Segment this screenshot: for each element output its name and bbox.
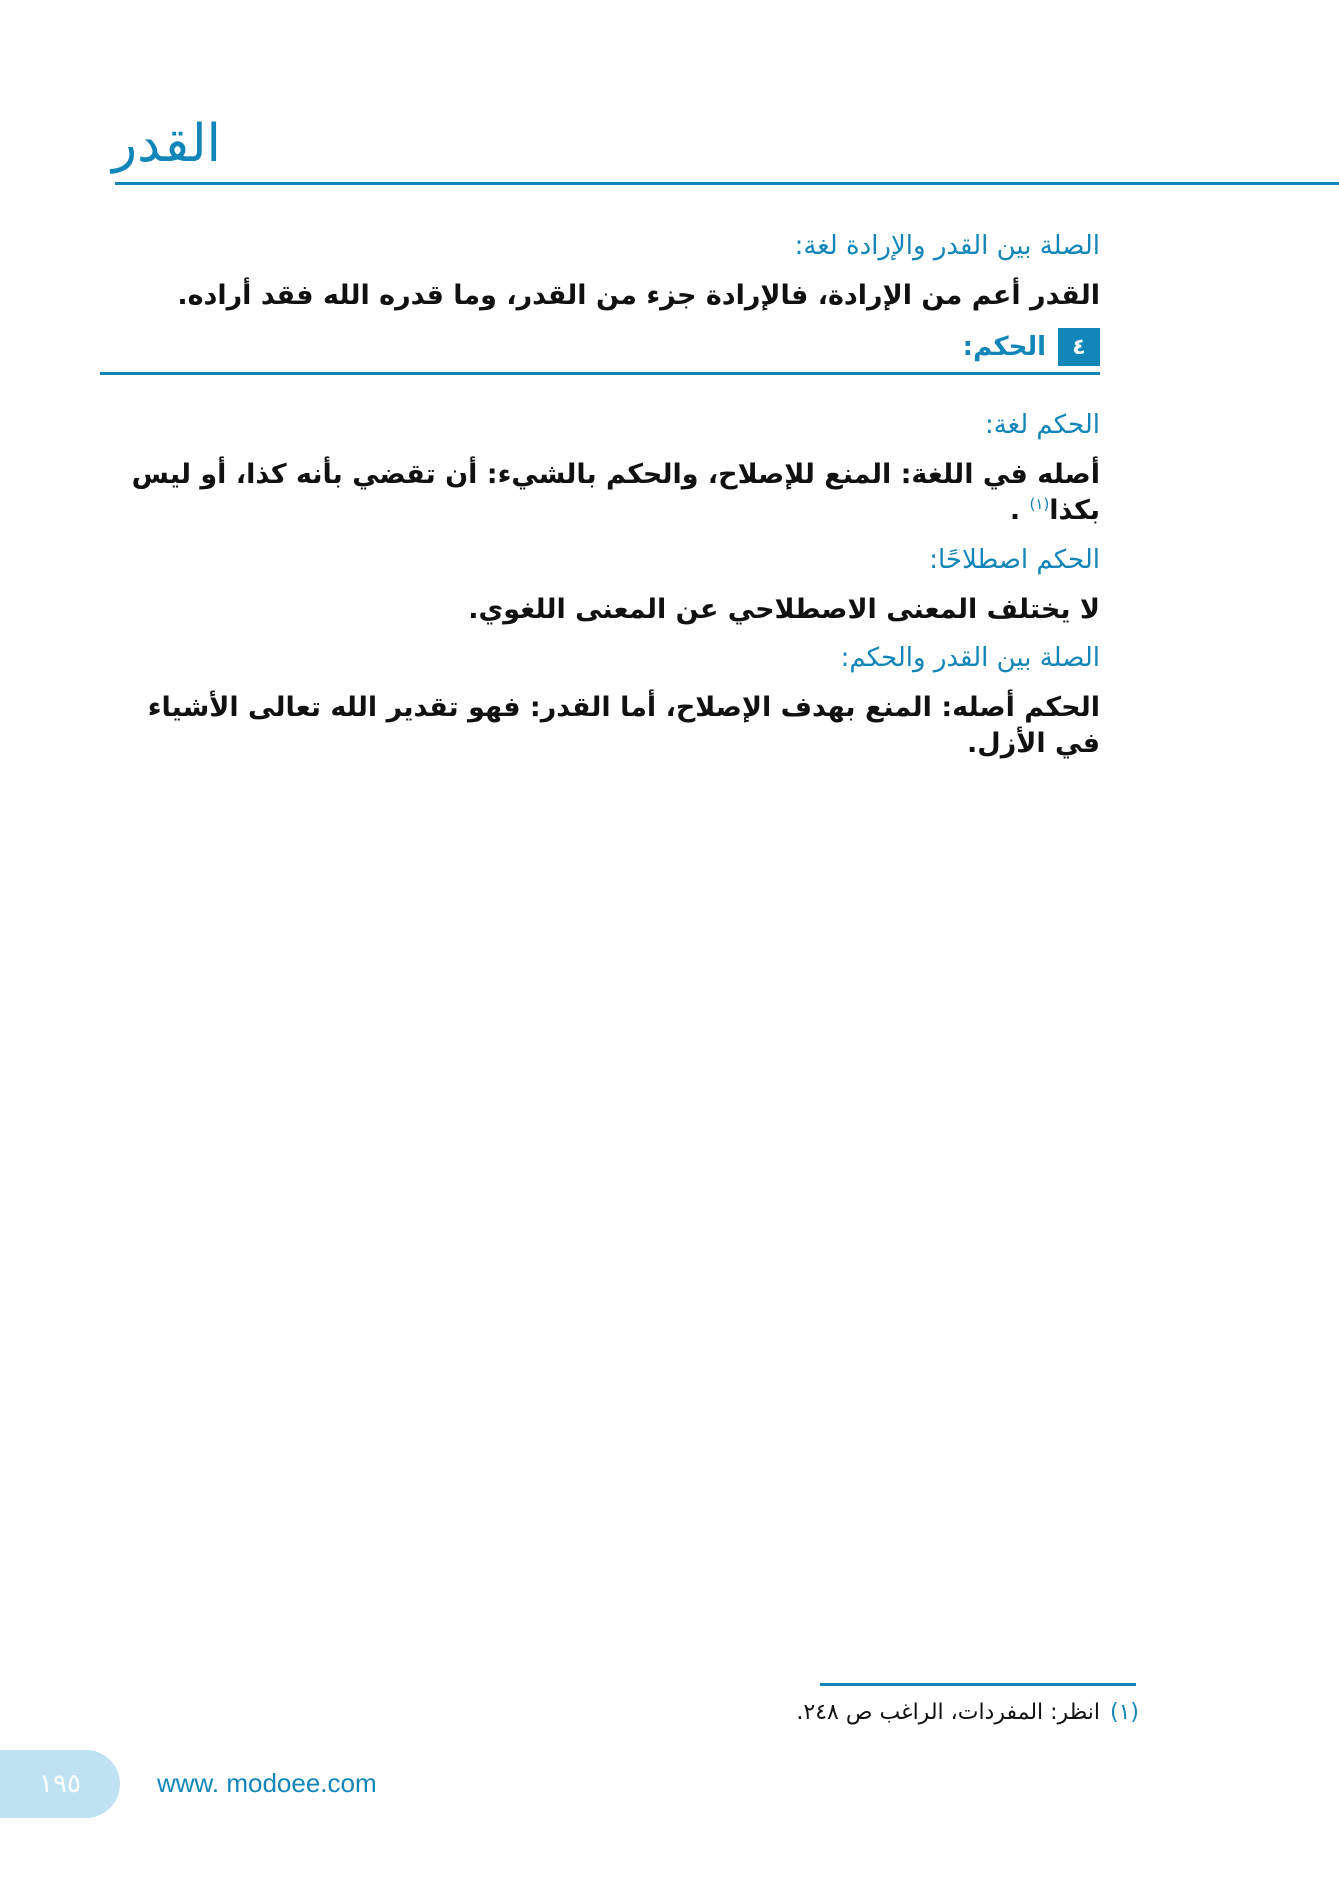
header-rule [115, 182, 1339, 185]
paragraph-relation-hukm: الحكم أصله: المنع بهدف الإصلاح، أما القدر: فهو تقدير الله تعالى الأشياء في الأزل. [147, 691, 1100, 760]
main-content [100, 230, 1100, 777]
paragraph-hukm-language-text: أصله في اللغة: المنع للإصلاح، والحكم بالشيء: أن تقضي بأنه كذا، أو ليس بكذا [131, 459, 1100, 527]
section-title: الحكم: [962, 332, 1046, 363]
footnote [796, 1700, 1139, 1725]
footnote-text: انظر: المفردات، الراغب ص ٢٤٨. [796, 1700, 1100, 1725]
paragraph-relation-will: القدر أعم من الإرادة، فالإرادة جزء من القدر، وما قدره الله فقد أراده. [177, 279, 1100, 311]
paragraph-hukm-term: لا يختلف المعنى الاصطلاحي عن المعنى اللغوي. [468, 593, 1100, 625]
subheading-relation-hukm: الصلة بين القدر والحكم: [840, 643, 1100, 674]
subheading-relation-will: الصلة بين القدر والإرادة لغة: [794, 231, 1100, 261]
section-number-badge: ٤ [1058, 328, 1100, 366]
subheading-hukm-language: الحكم لغة: [984, 410, 1100, 441]
paragraph-end: . [1009, 495, 1030, 527]
paragraph-hukm-language [100, 457, 1100, 530]
website-link[interactable]: www. modoee.com [157, 1768, 377, 1798]
page-number-badge: ١٩٥ [0, 1750, 120, 1818]
footnote-rule [820, 1683, 1136, 1686]
section-header [100, 328, 1100, 375]
footnote-number: (١) [1109, 1700, 1139, 1725]
footnote-reference[interactable]: (١) [1029, 495, 1050, 514]
page-title: القدر [112, 114, 222, 174]
subheading-hukm-term: الحكم اصطلاحًا: [929, 544, 1100, 575]
